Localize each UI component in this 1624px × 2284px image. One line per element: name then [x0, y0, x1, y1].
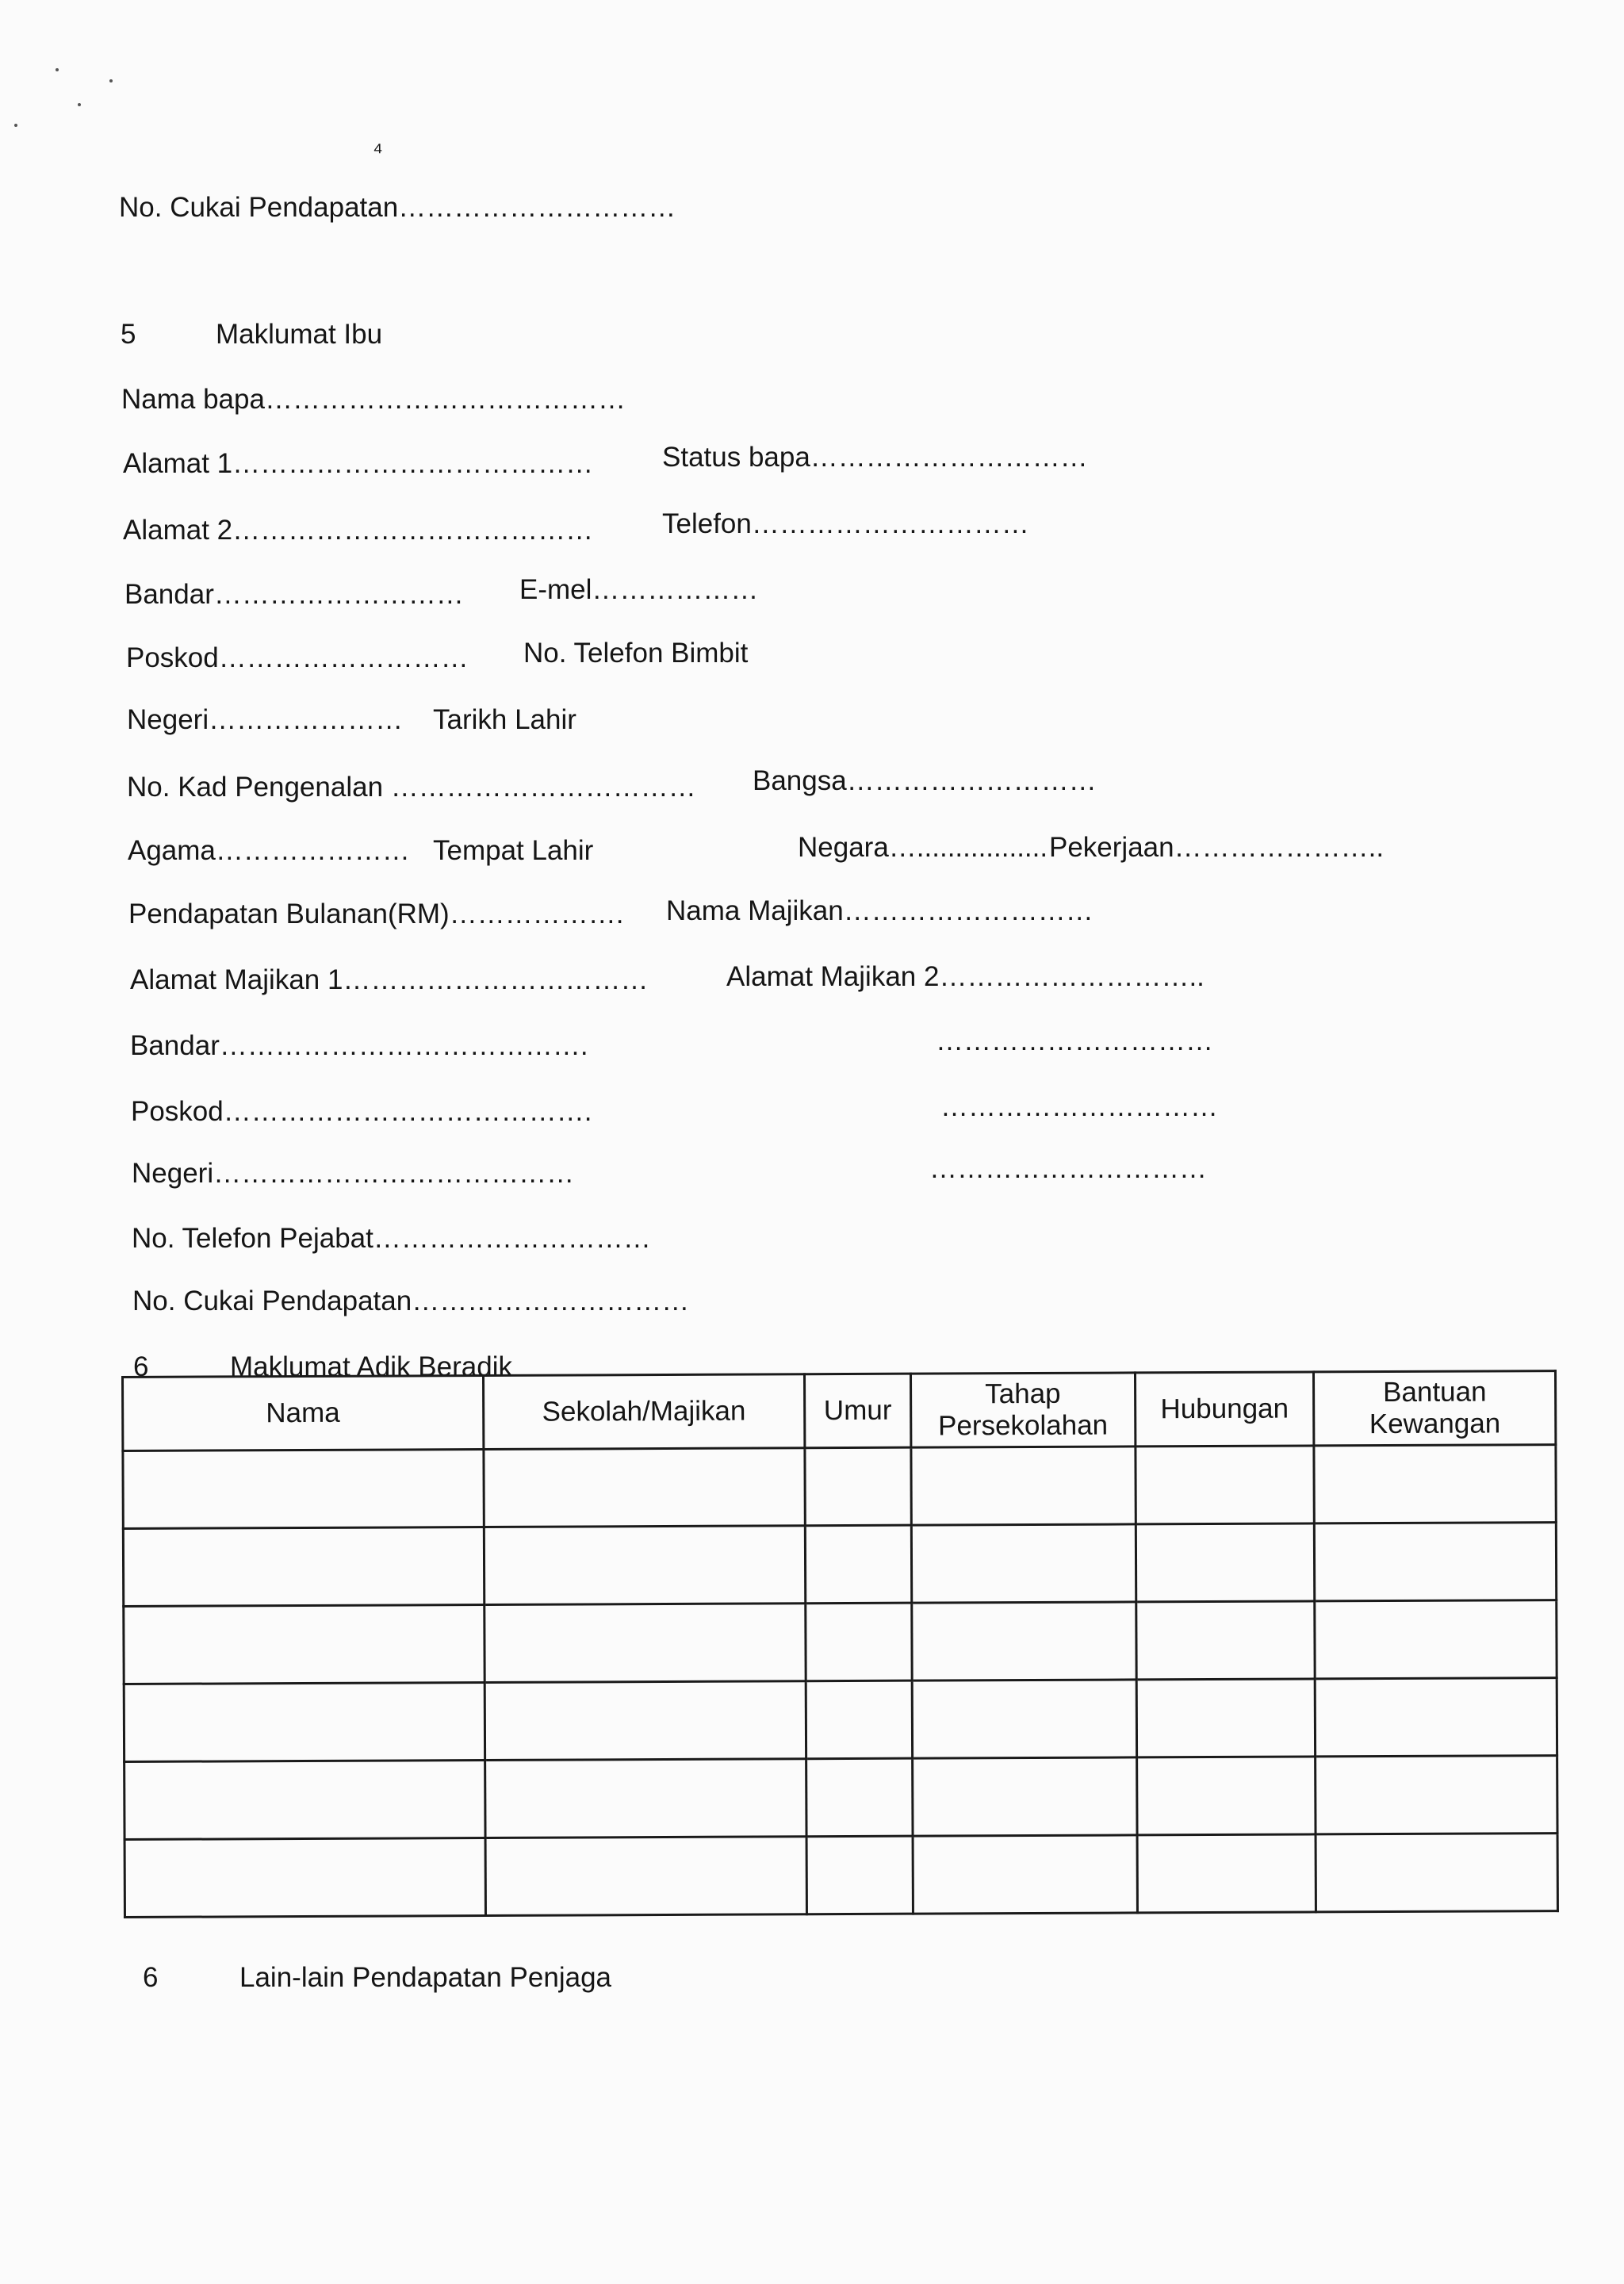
table-cell[interactable] [805, 1447, 911, 1526]
tax-number-field: No. Cukai Pendapatan………………………… [132, 1286, 690, 1316]
table-cell[interactable] [1136, 1601, 1315, 1680]
table-cell[interactable] [123, 1450, 484, 1529]
table-cell[interactable] [124, 1761, 485, 1840]
table-cell[interactable] [485, 1837, 807, 1916]
table-cell[interactable] [1315, 1600, 1557, 1679]
employer-address2-field: Alamat Majikan 2……………………….. [726, 961, 1205, 992]
table-row [124, 1678, 1557, 1762]
column-header-age: Umur [805, 1374, 911, 1448]
prev-tax-number-field: No. Cukai Pendapatan………………………… [119, 192, 676, 223]
table-cell[interactable] [1137, 1834, 1316, 1913]
table-cell[interactable] [1316, 1678, 1557, 1757]
country-field: Negara…................. [798, 832, 1048, 863]
table-row [124, 1756, 1557, 1840]
siblings-table [121, 1370, 1559, 1918]
scan-speck [56, 68, 59, 71]
table-cell[interactable] [912, 1602, 1136, 1680]
table-row [124, 1600, 1557, 1684]
monthly-income-field: Pendapatan Bulanan(RM)………………. [128, 899, 624, 929]
employer-postcode-field: Poskod…………………………………. [131, 1096, 592, 1127]
table-cell[interactable] [913, 1757, 1137, 1836]
column-header-relationship: Hubungan [1135, 1372, 1314, 1447]
city-field: Bandar……………………… [124, 579, 464, 610]
state-field: Negeri………………… [127, 704, 404, 735]
birth-date-field: Tarikh Lahir [433, 704, 576, 735]
postcode-field: Poskod……………………… [126, 642, 469, 673]
table-header-row [123, 1371, 1556, 1451]
table-cell[interactable] [123, 1527, 484, 1607]
section7-title: Lain-lain Pendapatan Penjaga [239, 1962, 611, 1993]
table-cell[interactable] [913, 1835, 1137, 1914]
table-row [124, 1834, 1557, 1918]
table-cell[interactable] [124, 1838, 485, 1918]
table-cell[interactable] [1136, 1679, 1316, 1757]
office-phone-field: No. Telefon Pejabat………………………… [132, 1223, 651, 1254]
email-field: E-mel……………… [519, 574, 759, 605]
table-cell[interactable] [1136, 1523, 1315, 1602]
address1-field: Alamat 1………………………………… [123, 448, 594, 479]
employer-city-field-2: ………………………… [936, 1025, 1213, 1056]
table-cell[interactable] [1314, 1445, 1556, 1523]
status-field: Status bapa………………………… [662, 442, 1088, 473]
religion-field: Agama………………… [128, 835, 410, 866]
employer-state-field: Negeri………………………………… [132, 1158, 575, 1189]
table-cell[interactable] [124, 1605, 485, 1684]
table-cell[interactable] [484, 1604, 806, 1683]
table-row [123, 1445, 1556, 1529]
table-cell[interactable] [1315, 1523, 1557, 1601]
employer-state-field-2: ………………………… [929, 1153, 1207, 1184]
column-header-education: Tahap Persekolahan [910, 1373, 1135, 1447]
table-cell[interactable] [911, 1447, 1136, 1525]
mobile-field: No. Telefon Bimbit [523, 638, 749, 669]
table-cell[interactable] [1136, 1446, 1315, 1524]
table-cell[interactable] [124, 1683, 485, 1762]
mother-name-field: Nama bapa………………………………… [121, 384, 626, 415]
address2-field: Alamat 2………………………………… [123, 515, 594, 546]
section6-number: 6 [133, 1351, 149, 1382]
section5-title: Maklumat Ibu [216, 319, 383, 350]
employer-name-field: Nama Majikan……………………… [666, 895, 1094, 926]
scan-speck [14, 124, 17, 127]
race-field: Bangsa……………………… [753, 765, 1097, 796]
table-cell[interactable] [1316, 1756, 1557, 1834]
table-cell[interactable] [912, 1680, 1136, 1758]
section5-number: 5 [121, 319, 136, 350]
table-cell[interactable] [1316, 1834, 1558, 1912]
table-cell[interactable] [485, 1681, 806, 1761]
scan-speck [109, 79, 113, 82]
table-cell[interactable] [806, 1836, 913, 1914]
phone-field: Telefon………………………… [662, 508, 1029, 539]
employer-postcode-field-2: ………………………… [940, 1091, 1218, 1122]
column-header-school: Sekolah/Majikan [483, 1374, 805, 1450]
column-header-financial-aid: Bantuan Kewangan [1314, 1371, 1556, 1446]
table-cell[interactable] [806, 1680, 912, 1759]
occupation-field: Pekerjaan………………….. [1049, 832, 1385, 863]
table-row [123, 1523, 1556, 1607]
ic-number-field: No. Kad Pengenalan …………………………… [127, 772, 696, 803]
scan-speck [78, 103, 81, 106]
section7-number: 6 [143, 1962, 159, 1993]
top-mark: ⁴ [373, 139, 383, 165]
birthplace-field: Tempat Lahir [433, 835, 594, 866]
employer-address1-field: Alamat Majikan 1…………………………… [130, 964, 649, 995]
table-cell[interactable] [485, 1759, 806, 1838]
table-cell[interactable] [805, 1525, 911, 1604]
table-cell[interactable] [806, 1758, 913, 1837]
table-cell[interactable] [484, 1448, 806, 1527]
table-cell[interactable] [806, 1603, 912, 1681]
section6-title: Maklumat Adik Beradik [230, 1351, 512, 1382]
employer-city-field: Bandar…………………………………. [130, 1030, 588, 1061]
column-header-name: Nama [123, 1376, 484, 1451]
table-cell[interactable] [911, 1524, 1136, 1603]
table-cell[interactable] [1136, 1757, 1316, 1835]
table-cell[interactable] [484, 1526, 806, 1605]
